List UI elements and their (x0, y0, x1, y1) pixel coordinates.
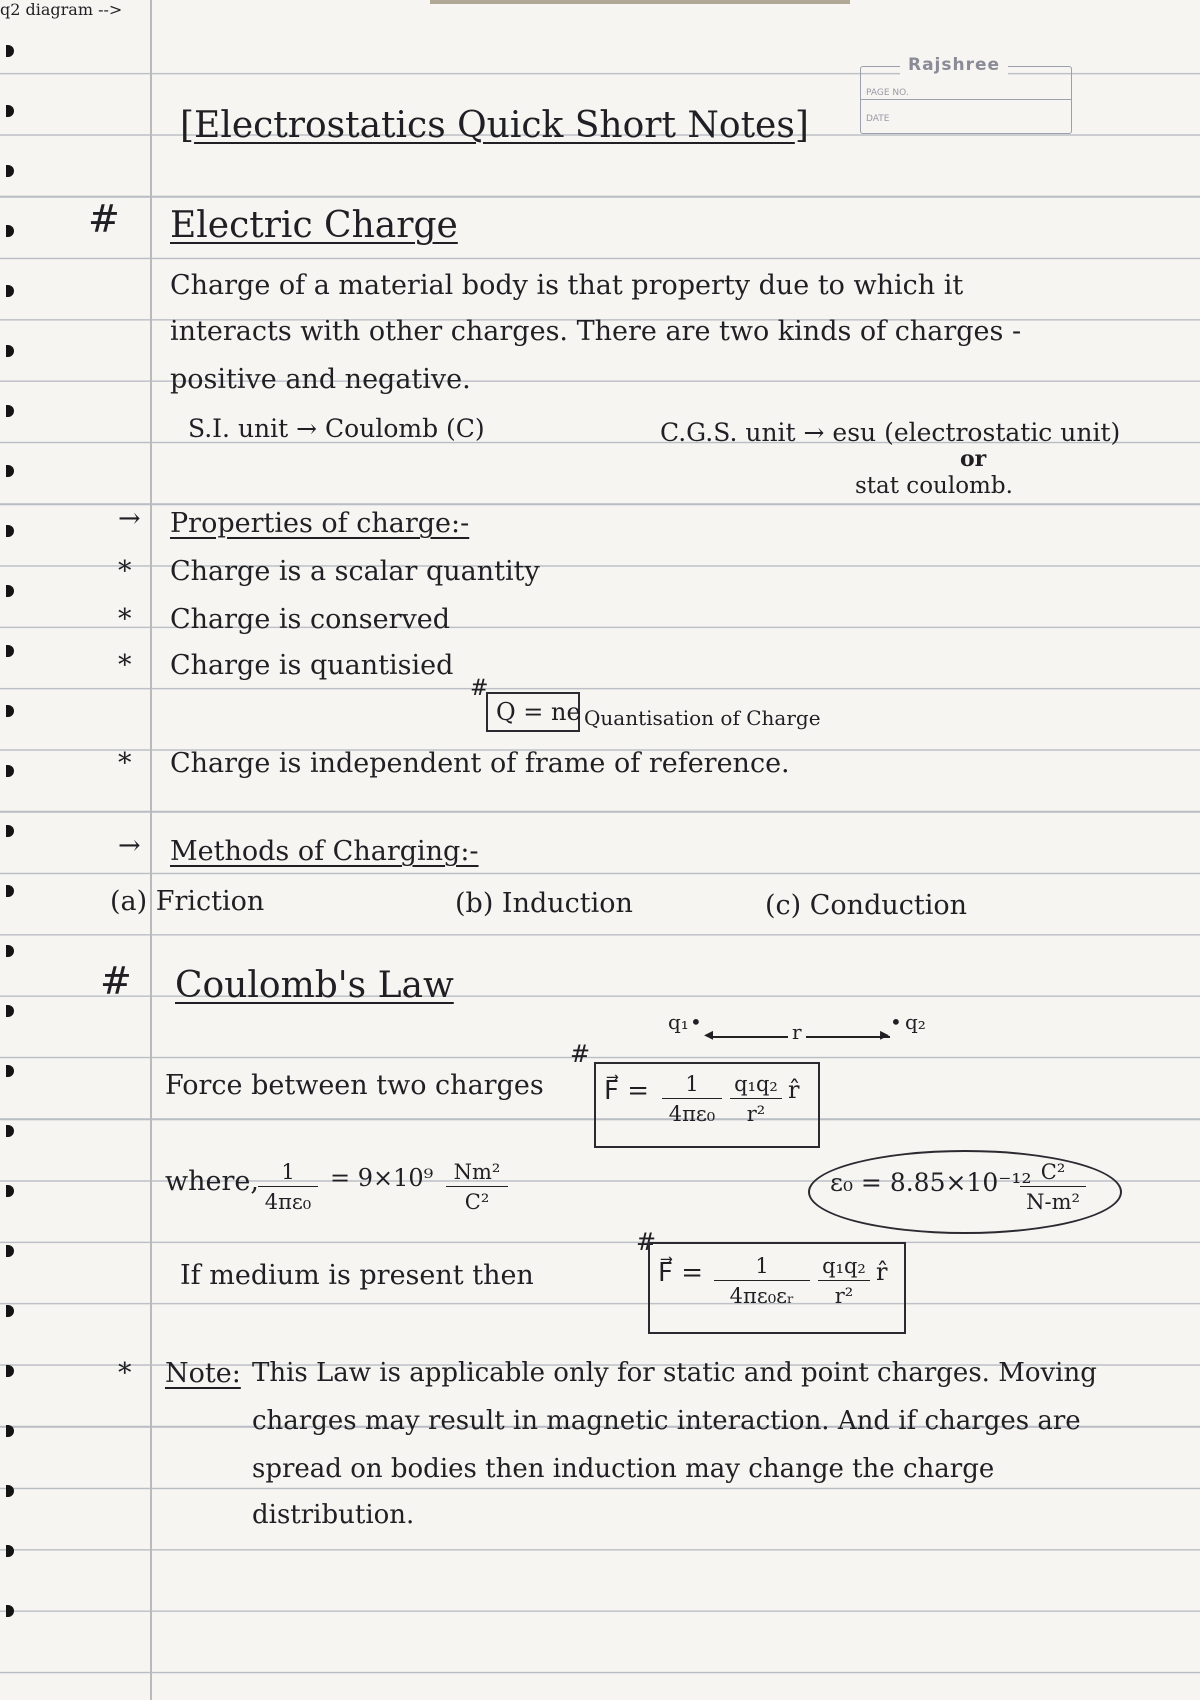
fraction-numerator: C² (1020, 1160, 1086, 1187)
bullet-star-icon: * (118, 650, 132, 681)
fraction-denominator: 4πε₀εᵣ (729, 1284, 795, 1308)
method-item: (b) Induction (455, 888, 633, 919)
section-heading-electric-charge: Electric Charge (170, 205, 458, 246)
notebook-brand: Rajshree (900, 55, 1008, 75)
bullet-star-icon: * (118, 604, 132, 635)
binding-hole (6, 1605, 14, 1617)
date-label: DATE (866, 114, 890, 124)
charge-product-fraction (730, 1072, 782, 1126)
binding-hole (6, 465, 14, 477)
medium-constant-fraction (714, 1254, 810, 1308)
binding-hole (6, 345, 14, 357)
note-line: spread on bodies then induction may change the charge (252, 1454, 995, 1484)
constant-value: = 9×10⁹ (330, 1164, 434, 1192)
title-close-bracket: ] (794, 105, 809, 146)
bullet-star-icon: * (118, 1358, 132, 1389)
coulomb-formula-box (594, 1062, 820, 1148)
note-line: This Law is applicable only for static and point charges. Moving (252, 1358, 1097, 1388)
fraction-numerator: Nm² (446, 1160, 508, 1187)
unit-vector: r̂ (788, 1076, 800, 1104)
force-text: Force between two charges (165, 1070, 544, 1101)
binding-hole (6, 1425, 14, 1437)
unit-vector: r̂ (876, 1258, 888, 1286)
arrow-left-icon: ◂ (704, 1024, 714, 1045)
charge-dot-icon: • (890, 1010, 902, 1034)
methods-heading: Methods of Charging:- (170, 836, 479, 867)
bullet-star-icon: * (118, 748, 132, 779)
note-line: charges may result in magnetic interaction. And if charges are (252, 1406, 1081, 1436)
binding-hole (6, 1305, 14, 1317)
property-item: Charge is conserved (170, 604, 450, 635)
page-title (180, 105, 809, 146)
formula-hash: # (636, 1228, 657, 1256)
property-item: Charge is a scalar quantity (170, 556, 540, 587)
binding-hole (6, 1485, 14, 1497)
charge-product-fraction (818, 1254, 870, 1308)
fraction-numerator: q₁q₂ (730, 1072, 782, 1099)
fraction-denominator: r² (746, 1102, 766, 1126)
quantisation-formula: Q = ne (496, 698, 581, 726)
definition-line: Charge of a material body is that property due to which it (170, 270, 964, 301)
fraction-numerator: 1 (662, 1072, 722, 1099)
bullet-star-icon: * (118, 556, 132, 587)
fraction-denominator: 4πε₀ (264, 1190, 312, 1214)
stat-coulomb: stat coulomb. (855, 473, 1013, 499)
binding-hole (6, 105, 14, 117)
binding-hole (6, 885, 14, 897)
medium-formula-box (648, 1242, 906, 1334)
coulomb-constant-fraction (662, 1072, 722, 1126)
binding-hole (6, 825, 14, 837)
fraction-numerator: 1 (258, 1160, 318, 1187)
page-info-divider (861, 99, 1071, 100)
definition-line: interacts with other charges. There are two kinds of charges - (170, 316, 1022, 347)
binding-hole (6, 705, 14, 717)
section-heading-coulombs-law: Coulomb's Law (175, 965, 454, 1006)
binding-hole (6, 1065, 14, 1077)
binding-hole (6, 645, 14, 657)
property-item: Charge is independent of frame of reference. (170, 748, 790, 779)
force-vector: F⃗ = (658, 1258, 704, 1288)
note-line: distribution. (252, 1500, 415, 1530)
binding-hole (6, 765, 14, 777)
property-item: Charge is quantisied (170, 650, 454, 681)
or-label: or (960, 446, 987, 472)
binding-hole (6, 1365, 14, 1377)
title-open-bracket: [ (180, 105, 195, 146)
q1-label: q₁ (668, 1010, 689, 1034)
formula-hash: # (470, 676, 489, 701)
arrow-icon: → (118, 830, 141, 861)
binding-hole (6, 1185, 14, 1197)
binding-hole (6, 945, 14, 957)
method-item: (c) Conduction (765, 890, 967, 921)
constant-unit-fraction (446, 1160, 508, 1214)
properties-heading: Properties of charge:- (170, 508, 470, 539)
force-vector: F⃗ = (604, 1076, 650, 1106)
constant-fraction (258, 1160, 318, 1214)
notebook-page: Rajshree PAGE NO. DATE [Electrostatics Quick Short Notes] # Electric Charge Charge of a material body is that property due to which it interacts with other charges. There are two kinds of charges - positive and negative. S.I. unit → Coulomb (C) C.G.S. unit → esu (electrostatic unit) or stat coulomb. → Properties of charge:- * Charge is a scalar quantity * Charge is conserved * Charge is quantisied # Q = ne Quantisation of Charge * Charge is independent of frame of reference. → Methods of Charging:- (a) Friction (b) Induction (c) Conduction # Coulomb's Law q2 diagram --> q₁ • ◂ ▸ r • q₂ Force between two charges # F⃗ = $\frac{1}{\text{4πε₀}}$ $\frac{\text{q₁q₂}}{\text{r²}}$ r̂ where, $\frac{1}{\text{4πε₀}}$ = 9×10⁹ $\frac{\text{Nm²}}{\text{C²}}$ ε₀ = 8.85×10⁻¹² $\frac{\text{C²}}{\text{N-m²}}$ If medium is present then # F⃗ = $\frac{1}{\text{4πε₀εᵣ}}$ $\frac{\text{q₁q₂}}{\text{r²}}$ r̂ * Note: This Law is applicable only for static and point charges. Moving charges may result in magnetic interaction. And if charges are spread on bodies then induction may change the charge distribution. (0, 0, 1200, 1700)
cgs-unit: C.G.S. unit → esu (electrostatic unit) (660, 418, 1121, 447)
note-label: Note: (165, 1358, 241, 1389)
method-item: (a) Friction (110, 886, 265, 917)
binding-hole (6, 45, 14, 57)
title-text: Electrostatics Quick Short Notes (194, 105, 795, 146)
page-top-edge (430, 0, 850, 4)
r-label: r (788, 1022, 806, 1042)
section-hash: # (100, 959, 132, 1003)
fraction-numerator: q₁q₂ (818, 1254, 870, 1281)
quantisation-label: Quantisation of Charge (584, 706, 821, 730)
fraction-numerator: 1 (714, 1254, 810, 1281)
quantisation-formula-box (486, 692, 580, 732)
si-unit: S.I. unit → Coulomb (C) (188, 414, 485, 443)
binding-hole (6, 1005, 14, 1017)
arrow-right-icon: ▸ (880, 1024, 890, 1045)
formula-hash: # (570, 1040, 591, 1068)
binding-hole (6, 1245, 14, 1257)
fraction-denominator: 4πε₀ (668, 1102, 716, 1126)
section-hash: # (88, 197, 120, 241)
binding-hole (6, 405, 14, 417)
fraction-denominator: r² (834, 1284, 854, 1308)
arrow-icon: → (118, 503, 141, 534)
fraction-denominator: C² (464, 1190, 490, 1214)
binding-hole (6, 1545, 14, 1557)
charge-dot-icon: • (690, 1010, 702, 1034)
definition-line: positive and negative. (170, 364, 471, 395)
margin-line (150, 0, 152, 1700)
binding-hole (6, 165, 14, 177)
binding-hole (6, 285, 14, 297)
medium-text: If medium is present then (180, 1260, 534, 1291)
binding-hole (6, 1125, 14, 1137)
epsilon-unit-fraction (1020, 1160, 1086, 1214)
epsilon-value: ε₀ = 8.85×10⁻¹² (830, 1168, 1032, 1197)
binding-hole (6, 585, 14, 597)
binding-hole (6, 225, 14, 237)
q2-label: q₂ (905, 1010, 926, 1034)
page-info-box (860, 66, 1072, 134)
binding-hole (6, 525, 14, 537)
where-label: where, (165, 1166, 259, 1197)
fraction-denominator: N-m² (1026, 1190, 1080, 1214)
page-no-label: PAGE NO. (866, 88, 909, 98)
